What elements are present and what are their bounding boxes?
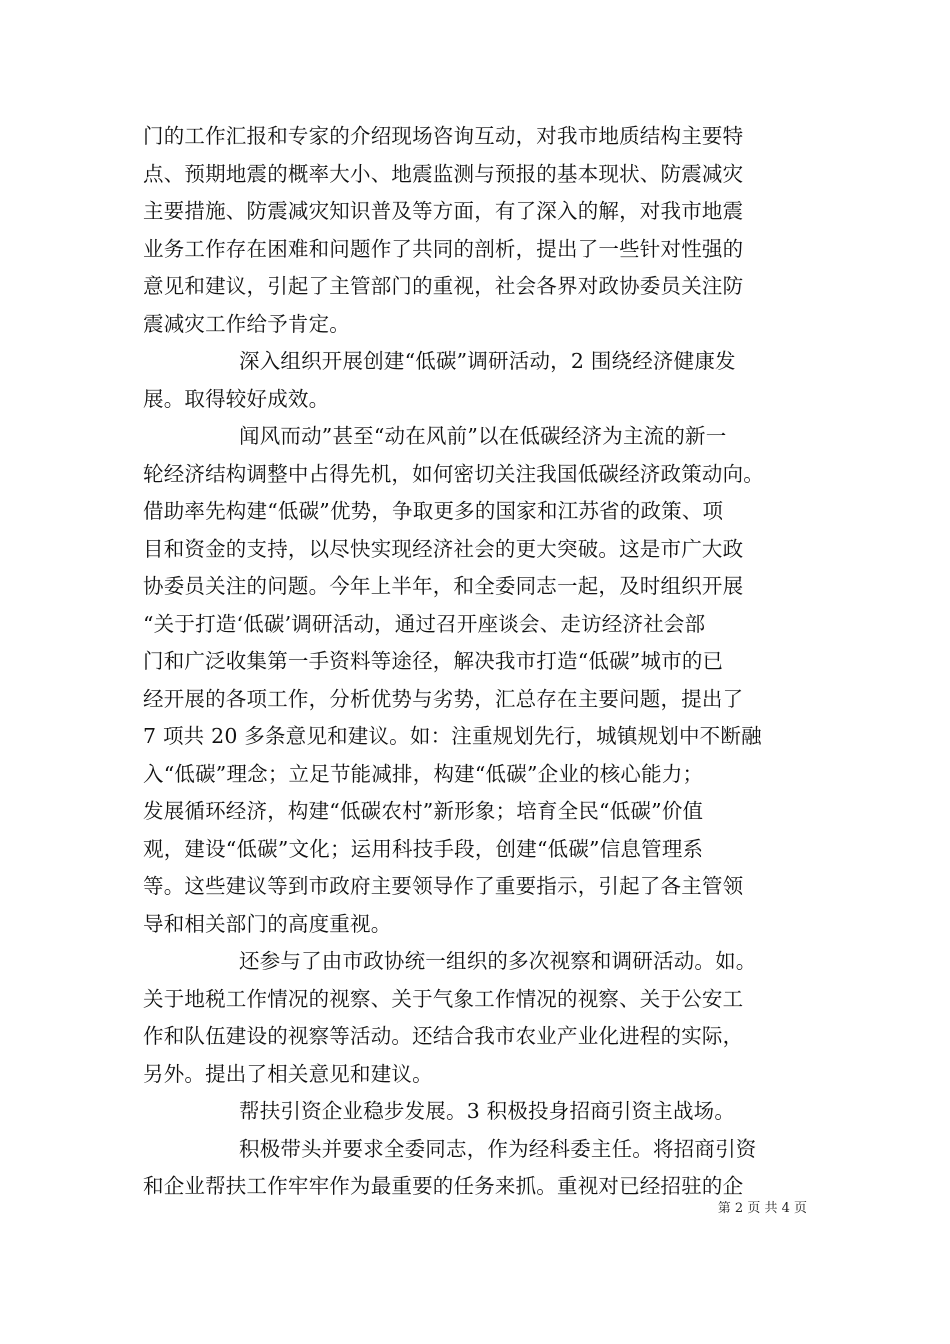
text-line: 导和相关部门的高度重视。 bbox=[143, 911, 392, 936]
text-line: 意见和建议，引起了主管部门的重视，社会各界对政协委员关注防 bbox=[143, 274, 744, 298]
text-line: 协委员关注的问题。今年上半年，和全委同志一起，及时组织开展 bbox=[143, 574, 744, 598]
text-line: 轮经济结构调整中占得先机，如何密切关注我国低碳经济政策动向。 bbox=[143, 461, 764, 486]
text-line: 入“低碳”理念；立足节能减排，构建“低碳”企业的核心能力； bbox=[143, 761, 704, 786]
text-line: “关于打造‘低碳’调研活动，通过召开座谈会、走访经济社会部 bbox=[143, 611, 706, 636]
text-line: 点、预期地震的概率大小、地震监测与预报的基本现状、防震减灾 bbox=[143, 161, 744, 186]
page-number-footer: 第 2 页 共 4 页 bbox=[717, 1201, 807, 1216]
text-line: 另外。提出了相关意见和建议。 bbox=[143, 1061, 433, 1086]
text-line: 等。这些建议等到市政府主要领导作了重要指示，引起了各主管领 bbox=[143, 874, 744, 898]
text-line: 展。取得较好成效。 bbox=[143, 386, 330, 411]
text-line: 发展循环经济，构建“低碳农村”新形象；培育全民“低碳”价值 bbox=[143, 799, 704, 823]
paragraph bbox=[143, 1093, 823, 1131]
text-line: 主要措施、防震减灾知识普及等方面，有了深入的解，对我市地震 bbox=[143, 199, 744, 223]
text-line: 震减灾工作给予肯定。 bbox=[143, 311, 350, 336]
text-line: 作和队伍建设的视察等活动。还结合我市农业产业化进程的实际， bbox=[143, 1024, 744, 1048]
text-line: 积极带头并要求全委同志，作为经科委主任。将招商引资 bbox=[239, 1136, 757, 1161]
text-line: 业务工作存在困难和问题作了共同的剖析，提出了一些针对性强的 bbox=[143, 236, 744, 261]
text-line: 门的工作汇报和专家的介绍现场咨询互动，对我市地质结构主要特 bbox=[143, 124, 744, 148]
text-line: 帮扶引资企业稳步发展。3 积极投身招商引资主战场。 bbox=[239, 1099, 736, 1123]
text-line: 还参与了由市政协统一组织的多次视察和调研活动。如。 bbox=[239, 949, 757, 973]
text-line: 门和广泛收集第一手资料等途径，解决我市打造“低碳”城市的已 bbox=[143, 649, 724, 673]
paragraph bbox=[143, 418, 823, 943]
paragraph bbox=[143, 343, 823, 418]
paragraph bbox=[143, 943, 823, 1093]
text-line: 和企业帮扶工作牢牢作为最重要的任务来抓。重视对已经招驻的企 bbox=[143, 1174, 744, 1198]
text-line: 目和资金的支持，以尽快实现经济社会的更大突破。这是市广大政 bbox=[143, 536, 744, 561]
text-line: 经开展的各项工作，分析优势与劣势，汇总存在主要问题，提出了 bbox=[143, 686, 744, 711]
text-line: 闻风而动”甚至“动在风前”以在低碳经济为主流的新一 bbox=[239, 424, 727, 448]
text-line: 观，建设“低碳”文化；运用科技手段，创建“低碳”信息管理系 bbox=[143, 836, 704, 861]
text-line: 关于地税工作情况的视察、关于气象工作情况的视察、关于公安工 bbox=[143, 986, 744, 1011]
text-line: 7 项共 20 多条意见和建议。如：注重规划先行，城镇规划中不断融 bbox=[143, 724, 762, 748]
paragraph bbox=[143, 118, 823, 343]
body-text bbox=[143, 118, 823, 1206]
text-line: 深入组织开展创建“低碳”调研活动，2 围绕经济健康发 bbox=[239, 349, 736, 373]
paragraph bbox=[143, 1131, 823, 1206]
text-line: 借助率先构建“低碳”优势，争取更多的国家和江苏省的政策、项 bbox=[143, 499, 724, 523]
